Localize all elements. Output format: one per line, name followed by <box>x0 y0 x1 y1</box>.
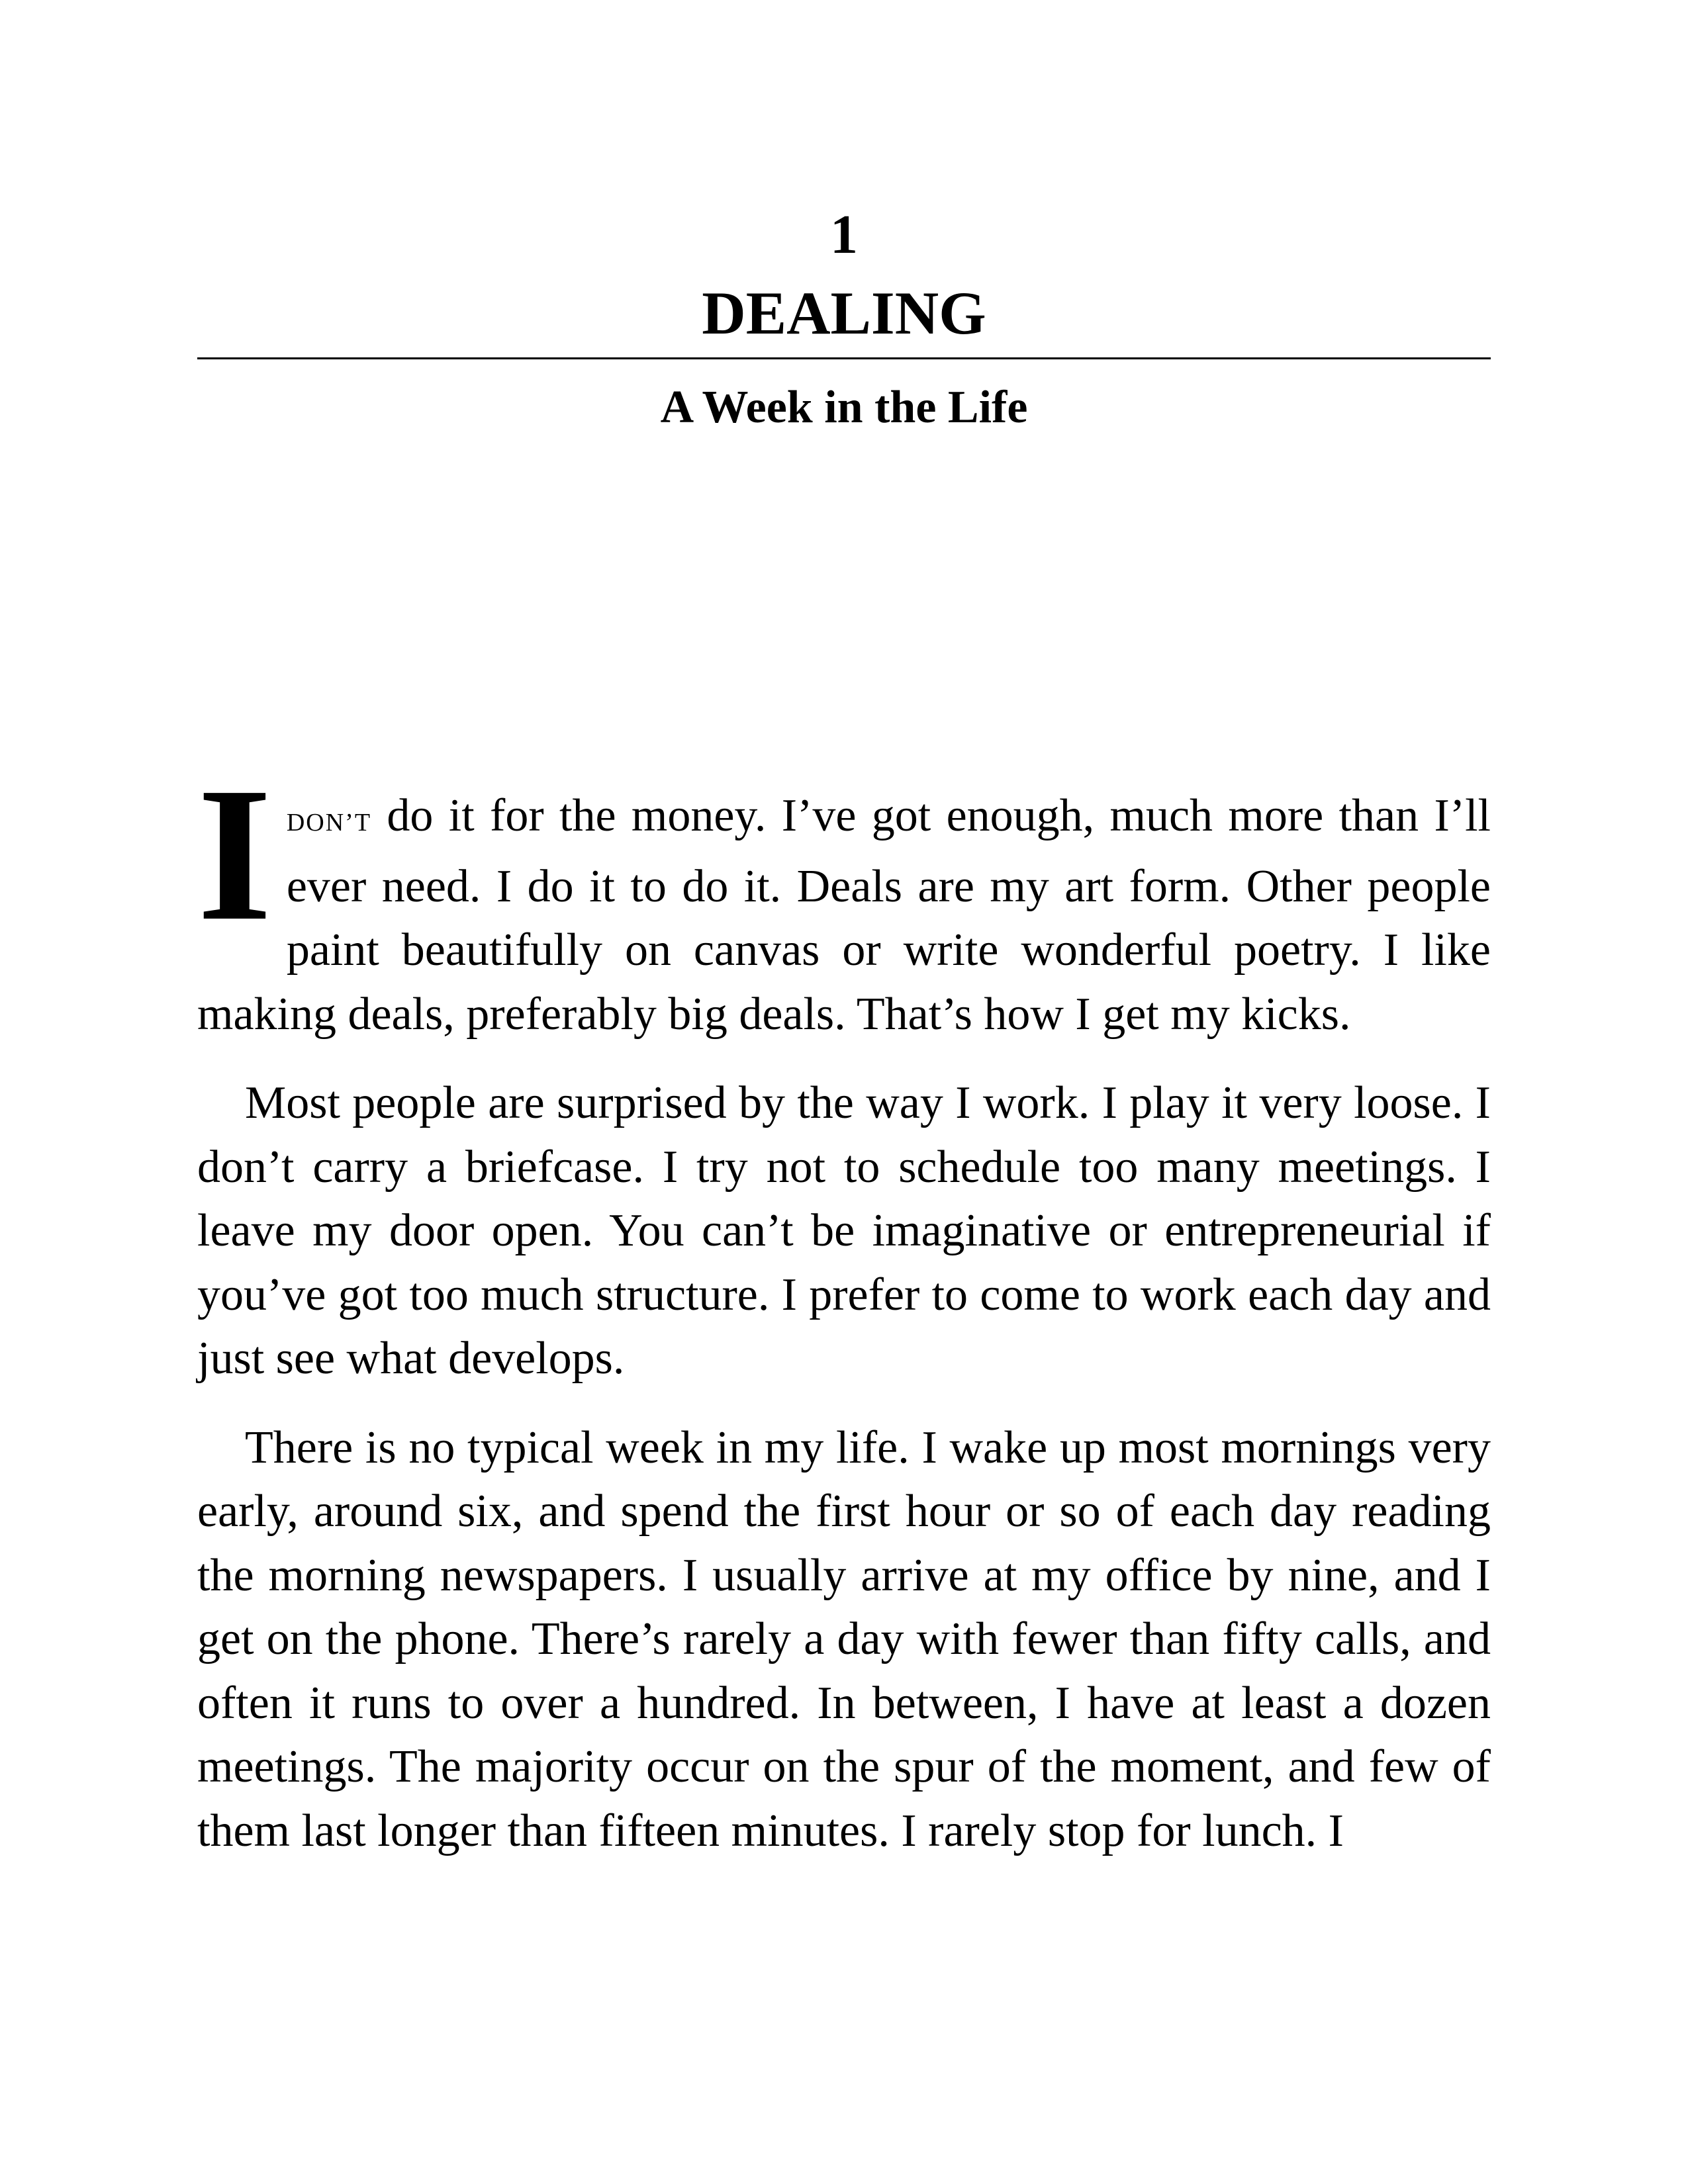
drop-cap: I <box>197 748 272 960</box>
lead-in-small-caps: DON’T <box>286 809 372 837</box>
body-text <box>197 748 1491 1888</box>
paragraph-1 <box>197 748 1491 1046</box>
chapter-number: 1 <box>830 204 858 265</box>
paragraph-1-text: do it for the money. I’ve got enough, much more than I’ll ever need. I do it to do it. Deals are my art form. Other people paint beautifully on canvas or write wonderful poetry. I like making deals, preferably big deals. That’s how I get my kicks. <box>197 790 1491 1040</box>
paragraph-3: There is no typical week in my life. I wake up most mornings very early, around six, and spend the first hour or so of each day reading the morning newspapers. I usually arrive at my office by nine, and I get on the phone. There’s rarely a day with fewer than fifty calls, and often it runs to over a hundred. In between, I have at least a dozen meetings. The majority occur on the spur of the moment, and few of them last longer than fifteen minutes. I rarely stop for lunch. I <box>197 1422 1491 1856</box>
chapter-title: DEALING <box>702 279 986 347</box>
paragraph-2: Most people are surprised by the way I work. I play it very loose. I don’t carry a briefcase. I try not to schedule too many meetings. I leave my door open. You can’t be imaginative or entrepreneurial if you’ve got too much structure. I prefer to come to work each day and just see what develops. <box>197 1077 1491 1384</box>
title-divider <box>197 357 1491 359</box>
chapter-subtitle: A Week in the Life <box>660 382 1028 433</box>
